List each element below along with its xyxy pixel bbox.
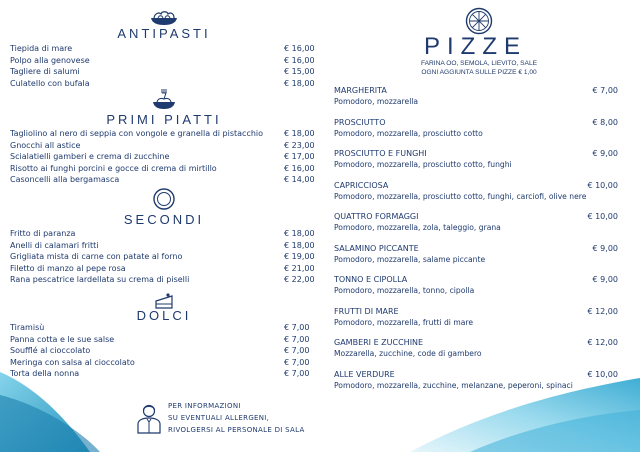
item-price: € 16,00 — [284, 163, 315, 173]
list-item — [10, 163, 318, 175]
list-item — [334, 338, 624, 370]
item-price: € 19,00 — [284, 252, 315, 262]
pizza-ingredients: Pomodoro, mozzarella, tonno, cipolla — [334, 286, 475, 295]
pizza-name: CAPRICCIOSA — [334, 180, 389, 190]
pizza-price: € 12,00 — [587, 338, 618, 347]
dolci-list — [10, 322, 318, 380]
pizze-title: PIZZE — [424, 33, 528, 60]
plate-icon — [10, 188, 318, 210]
allergen-text — [168, 400, 305, 436]
item-price: € 22,00 — [284, 275, 315, 285]
item-name: Tiramisù — [10, 323, 45, 332]
pizza-price: € 7,00 — [592, 86, 618, 95]
pizza-price: € 10,00 — [587, 369, 618, 379]
pizza-ingredients: Pomodoro, mozzarella, salame piccante — [334, 254, 486, 264]
list-item — [10, 251, 318, 263]
pizza-name: PROSCIUTTO — [334, 117, 386, 127]
item-name: Filetto di manzo al pepe rosa — [10, 263, 126, 273]
item-price: € 18,00 — [284, 78, 315, 88]
list-item — [10, 228, 318, 240]
pizza-ingredients: Pomodoro, mozzarella, prosciutto cotto, funghi — [334, 160, 512, 169]
item-price: € 7,00 — [284, 369, 310, 379]
item-name: Torta della nonna — [10, 369, 80, 379]
pizza-name: FRUTTI DI MARE — [334, 306, 399, 316]
item-name: Polpo alla genovese — [10, 55, 90, 65]
list-item — [10, 334, 318, 346]
item-price: € 16,00 — [284, 44, 315, 53]
list-item — [10, 368, 318, 380]
list-item — [10, 274, 318, 286]
pizza-name: TONNO E CIPOLLA — [334, 275, 408, 284]
list-item — [334, 118, 624, 150]
list-item — [334, 275, 624, 307]
pizza-price: € 12,00 — [587, 306, 618, 316]
list-item — [334, 307, 624, 339]
list-item — [10, 263, 318, 275]
item-price: € 23,00 — [284, 140, 315, 150]
pizza-price: € 10,00 — [587, 212, 618, 221]
item-name: Grigliata mista di carne con patate al forno — [10, 252, 183, 262]
primi-title: PRIMI PIATTI — [106, 112, 222, 127]
pizze-subtitle-extra: OGNI AGGIUNTA SULLE PIZZE € 1,00 — [421, 69, 537, 76]
item-price: € 17,00 — [284, 152, 315, 162]
pizza-ingredients: Pomodoro, mozzarella, prosciutto cotto, funghi, carciofi, olive nere — [334, 191, 587, 201]
pizza-name: MARGHERITA — [334, 86, 387, 95]
item-name: Tagliolino al nero di seppia con vongole e granella di pistacchio — [10, 129, 264, 138]
list-item — [334, 244, 624, 276]
pizza-name: PROSCIUTTO E FUNGHI — [334, 149, 427, 158]
list-item — [10, 357, 318, 369]
item-name: Rana pescatrice lardellata su crema di piselli — [10, 275, 190, 285]
waiter-icon — [136, 402, 162, 438]
list-item — [10, 55, 318, 67]
secondi-title: SECONDI — [123, 212, 205, 227]
item-price: € 7,00 — [284, 346, 310, 356]
item-price: € 7,00 — [284, 357, 310, 367]
antipasti-title: ANTIPASTI — [117, 26, 211, 41]
list-item — [334, 370, 624, 402]
item-price: € 18,00 — [284, 240, 315, 250]
fork-pasta-icon — [10, 88, 318, 110]
list-item — [10, 43, 318, 55]
allergen-line-2: SU EVENTUALI ALLERGENI, — [168, 414, 270, 422]
item-price: € 18,00 — [284, 129, 315, 138]
list-item — [334, 86, 624, 118]
item-price: € 21,00 — [284, 263, 315, 273]
item-name: Gnocchi all astice — [10, 140, 81, 150]
list-item — [334, 149, 624, 181]
pizza-price: € 10,00 — [587, 180, 618, 190]
pizza-ingredients: Pomodoro, mozzarella — [334, 97, 419, 106]
pizza-ingredients: Pomodoro, mozzarella, zucchine, melanzane, peperoni, spinaci — [334, 380, 573, 390]
item-price: € 14,00 — [284, 175, 315, 185]
item-name: Scialatielli gamberi e crema di zucchine — [10, 152, 170, 162]
pizza-name: SALAMINO PICCANTE — [334, 243, 419, 253]
secondi-list — [10, 228, 318, 286]
item-name: Meringa con salsa al cioccolato — [10, 357, 135, 367]
list-item — [10, 151, 318, 163]
list-item — [10, 66, 318, 78]
item-price: € 16,00 — [284, 55, 315, 65]
pizza-price: € 8,00 — [592, 117, 618, 127]
list-item — [334, 181, 624, 213]
pizza-price: € 9,00 — [592, 275, 618, 284]
item-name: Casoncelli alla bergamasca — [10, 175, 120, 185]
pizza-ingredients: Mozzarella, zucchine, code di gambero — [334, 349, 482, 358]
item-name: Anelli di calamari fritti — [10, 240, 99, 250]
item-name: Risotto ai funghi porcini e gocce di crema di mirtillo — [10, 163, 217, 173]
item-name: Fritto di paranza — [10, 229, 76, 238]
item-price: € 18,00 — [284, 229, 315, 238]
item-name: Tiepida di mare — [10, 44, 73, 53]
item-name: Tagliere di salumi — [10, 67, 80, 77]
pizza-name: QUATTRO FORMAGGI — [334, 212, 419, 221]
list-item — [10, 322, 318, 334]
pizza-ingredients: Pomodoro, mozzarella, frutti di mare — [334, 317, 473, 327]
pizza-name: GAMBERI E ZUCCHINE — [334, 338, 424, 347]
item-name: Panna cotta e le sue salse — [10, 334, 115, 344]
list-item — [334, 212, 624, 244]
pizza-price: € 9,00 — [592, 149, 618, 158]
pizza-ingredients: Pomodoro, mozzarella, prosciutto cotto — [334, 128, 483, 138]
item-name: Soufflé al cioccolato — [10, 346, 91, 356]
antipasti-list — [10, 43, 318, 89]
pizze-subtitle-dough: FARINA OO, SEMOLA, LIEVITO, SALE — [420, 60, 538, 67]
list-item — [10, 128, 318, 140]
allergen-info — [136, 398, 326, 438]
item-price: € 15,00 — [284, 67, 315, 77]
list-item — [10, 140, 318, 152]
pizza-ingredients: Pomodoro, mozzarella, zola, taleggio, grana — [334, 223, 501, 232]
pizza-price: € 9,00 — [592, 243, 618, 253]
list-item — [10, 174, 318, 186]
pizze-list — [334, 86, 624, 401]
pasta-bowl-icon — [10, 9, 318, 25]
item-price: € 7,00 — [284, 334, 310, 344]
cake-slice-icon — [10, 293, 318, 309]
list-item — [10, 345, 318, 357]
item-name: Culatello con bufala — [10, 78, 90, 88]
list-item — [10, 240, 318, 252]
item-price: € 7,00 — [284, 323, 310, 332]
allergen-line-1: PER INFORMAZIONI — [168, 402, 241, 410]
pizza-name: ALLE VERDURE — [334, 369, 395, 379]
dolci-title: DOLCI — [136, 308, 192, 323]
allergen-line-3: RIVOLGERSI AL PERSONALE DI SALA — [168, 426, 305, 434]
primi-list — [10, 128, 318, 186]
